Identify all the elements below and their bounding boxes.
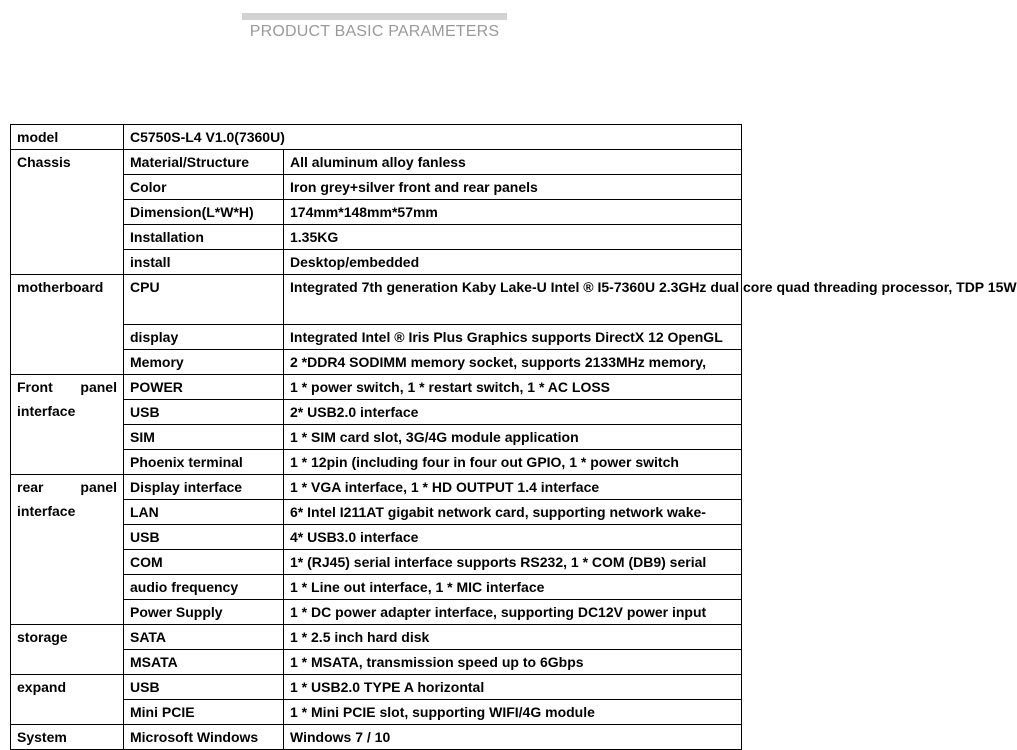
- category-word: panel: [80, 379, 117, 395]
- category-word: Front: [17, 379, 53, 395]
- category-cell: storage: [11, 625, 124, 675]
- value-cell: Windows 7 / 10: [284, 725, 742, 750]
- value-cell: Desktop/embedded: [284, 250, 742, 275]
- table-row: [11, 675, 742, 700]
- item-cell: Installation: [124, 225, 284, 250]
- value-cell: 2 *DDR4 SODIMM memory socket, supports 2133MHz memory,: [284, 350, 742, 375]
- item-cell: LAN: [124, 500, 284, 525]
- value-cell: 1 * MSATA, transmission speed up to 6Gbps: [284, 650, 742, 675]
- value-cell: 174mm*148mm*57mm: [284, 200, 742, 225]
- parameters-table: [10, 124, 1017, 750]
- item-cell: COM: [124, 550, 284, 575]
- value-cell: All aluminum alloy fanless: [284, 150, 742, 175]
- item-cell: display: [124, 325, 284, 350]
- value-cell: 1 * VGA interface, 1 * HD OUTPUT 1.4 interface: [284, 475, 742, 500]
- table-row: [11, 125, 742, 150]
- table-row: [11, 150, 742, 175]
- item-cell: POWER: [124, 375, 284, 400]
- item-cell: Material/Structure: [124, 150, 284, 175]
- value-cell: 1 * DC power adapter interface, supporting DC12V power input: [284, 600, 742, 625]
- table-row: [11, 475, 742, 500]
- item-cell: Dimension(L*W*H): [124, 200, 284, 225]
- item-cell: Power Supply: [124, 600, 284, 625]
- item-cell: audio frequency: [124, 575, 284, 600]
- item-cell: Display interface: [124, 475, 284, 500]
- value-cell: 4* USB3.0 interface: [284, 525, 742, 550]
- value-cell: 1* (RJ45) serial interface supports RS232, 1 * COM (DB9) serial: [284, 550, 742, 575]
- value-cell: Integrated 7th generation Kaby Lake-U Intel ® I5-7360U 2.3GHz dual core quad threading processor, TDP 15W: [284, 275, 742, 325]
- category-word: panel: [80, 479, 117, 495]
- item-cell: Mini PCIE: [124, 700, 284, 725]
- item-cell: USB: [124, 525, 284, 550]
- category-cell: motherboard: [11, 275, 124, 375]
- value-cell: 1 * SIM card slot, 3G/4G module application: [284, 425, 742, 450]
- value-cell: 1 * Mini PCIE slot, supporting WIFI/4G module: [284, 700, 742, 725]
- item-cell: Memory: [124, 350, 284, 375]
- category-word: rear: [17, 479, 44, 495]
- category-word: interface: [17, 503, 76, 519]
- value-cell: 1 * 2.5 inch hard disk: [284, 625, 742, 650]
- value-cell: 1 * power switch, 1 * restart switch, 1 * AC LOSS: [284, 375, 742, 400]
- item-cell: USB: [124, 675, 284, 700]
- value-cell: C5750S-L4 V1.0(7360U): [124, 125, 742, 150]
- category-cell: model: [11, 125, 124, 150]
- value-cell: Iron grey+silver front and rear panels: [284, 175, 742, 200]
- item-cell: Microsoft Windows: [124, 725, 284, 750]
- category-cell: [11, 375, 124, 475]
- item-cell: SIM: [124, 425, 284, 450]
- category-cell: expand: [11, 675, 124, 725]
- page-title: PRODUCT BASIC PARAMETERS: [249, 23, 500, 40]
- item-cell: CPU: [124, 275, 284, 325]
- item-cell: install: [124, 250, 284, 275]
- item-cell: SATA: [124, 625, 284, 650]
- table-row: [11, 375, 742, 400]
- table-row: [11, 725, 742, 750]
- item-cell: USB: [124, 400, 284, 425]
- item-cell: Color: [124, 175, 284, 200]
- item-cell: MSATA: [124, 650, 284, 675]
- table-row: [11, 275, 742, 325]
- item-cell: Phoenix terminal: [124, 450, 284, 475]
- value-cell: Integrated Intel ® Iris Plus Graphics supports DirectX 12 OpenGL: [284, 325, 742, 350]
- value-cell: 1 * USB2.0 TYPE A horizontal: [284, 675, 742, 700]
- value-cell: 6* Intel I211AT gigabit network card, supporting network wake-: [284, 500, 742, 525]
- value-cell: 2* USB2.0 interface: [284, 400, 742, 425]
- value-cell: 1.35KG: [284, 225, 742, 250]
- category-cell: Chassis: [11, 150, 124, 275]
- value-cell: 1 * 12pin (including four in four out GPIO, 1 * power switch: [284, 450, 742, 475]
- value-cell: 1 * Line out interface, 1 * MIC interface: [284, 575, 742, 600]
- table-row: [11, 625, 742, 650]
- category-cell: System: [11, 725, 124, 750]
- category-word: interface: [17, 403, 76, 419]
- category-cell: [11, 475, 124, 625]
- header-divider-bar: [242, 13, 507, 20]
